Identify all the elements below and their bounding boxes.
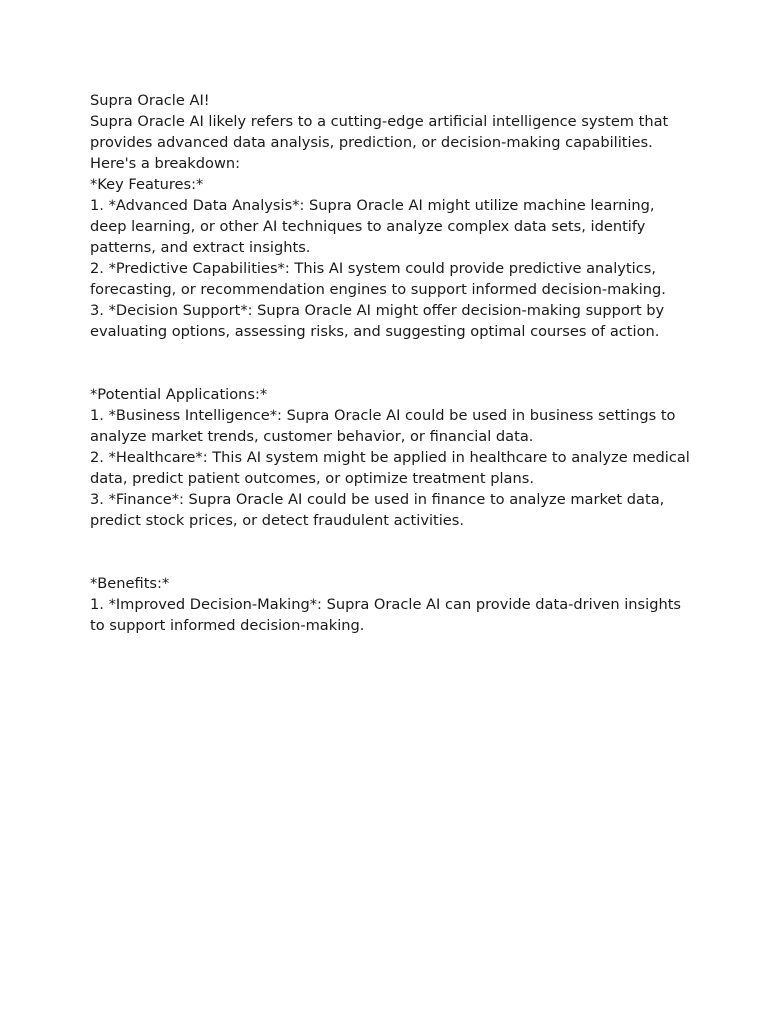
list-item: 1. *Advanced Data Analysis*: Supra Oracle AI might utilize machine learning, deep learning, or other AI techniques to analyze complex data sets, identify patterns, and extract insights. [90,197,655,256]
document-page [90,90,690,636]
list-item: 1. *Improved Decision-Making*: Supra Oracle AI can provide data-driven insights to support informed decision-making. [90,596,682,634]
list-item: 1. *Business Intelligence*: Supra Oracle AI could be used in business settings to analyze market trends, customer behavior, or financial data. [90,407,676,445]
list-item: 3. *Decision Support*: Supra Oracle AI might offer decision-making support by evaluating options, assessing risks, and suggesting optimal courses of action. [90,302,665,340]
section-heading-potential-applications: *Potential Applications:* [90,386,268,403]
section-heading-benefits: *Benefits:* [90,575,170,592]
list-item: 3. *Finance*: Supra Oracle AI could be used in finance to analyze market data, predict stock prices, or detect fraudulent activities. [90,491,665,529]
section-heading-key-features: *Key Features:* [90,176,204,193]
document-title: Supra Oracle AI! [90,92,210,109]
intro-paragraph: Supra Oracle AI likely refers to a cutting-edge artificial intelligence system that provides advanced data analysis, prediction, or decision-making capabilities. Here's a breakdown: [90,113,669,172]
list-item: 2. *Healthcare*: This AI system might be applied in healthcare to analyze medical data, predict patient outcomes, or optimize treatment plans. [90,449,690,487]
list-item: 2. *Predictive Capabilities*: This AI system could provide predictive analytics, forecasting, or recommendation engines to support informed decision-making. [90,260,666,298]
